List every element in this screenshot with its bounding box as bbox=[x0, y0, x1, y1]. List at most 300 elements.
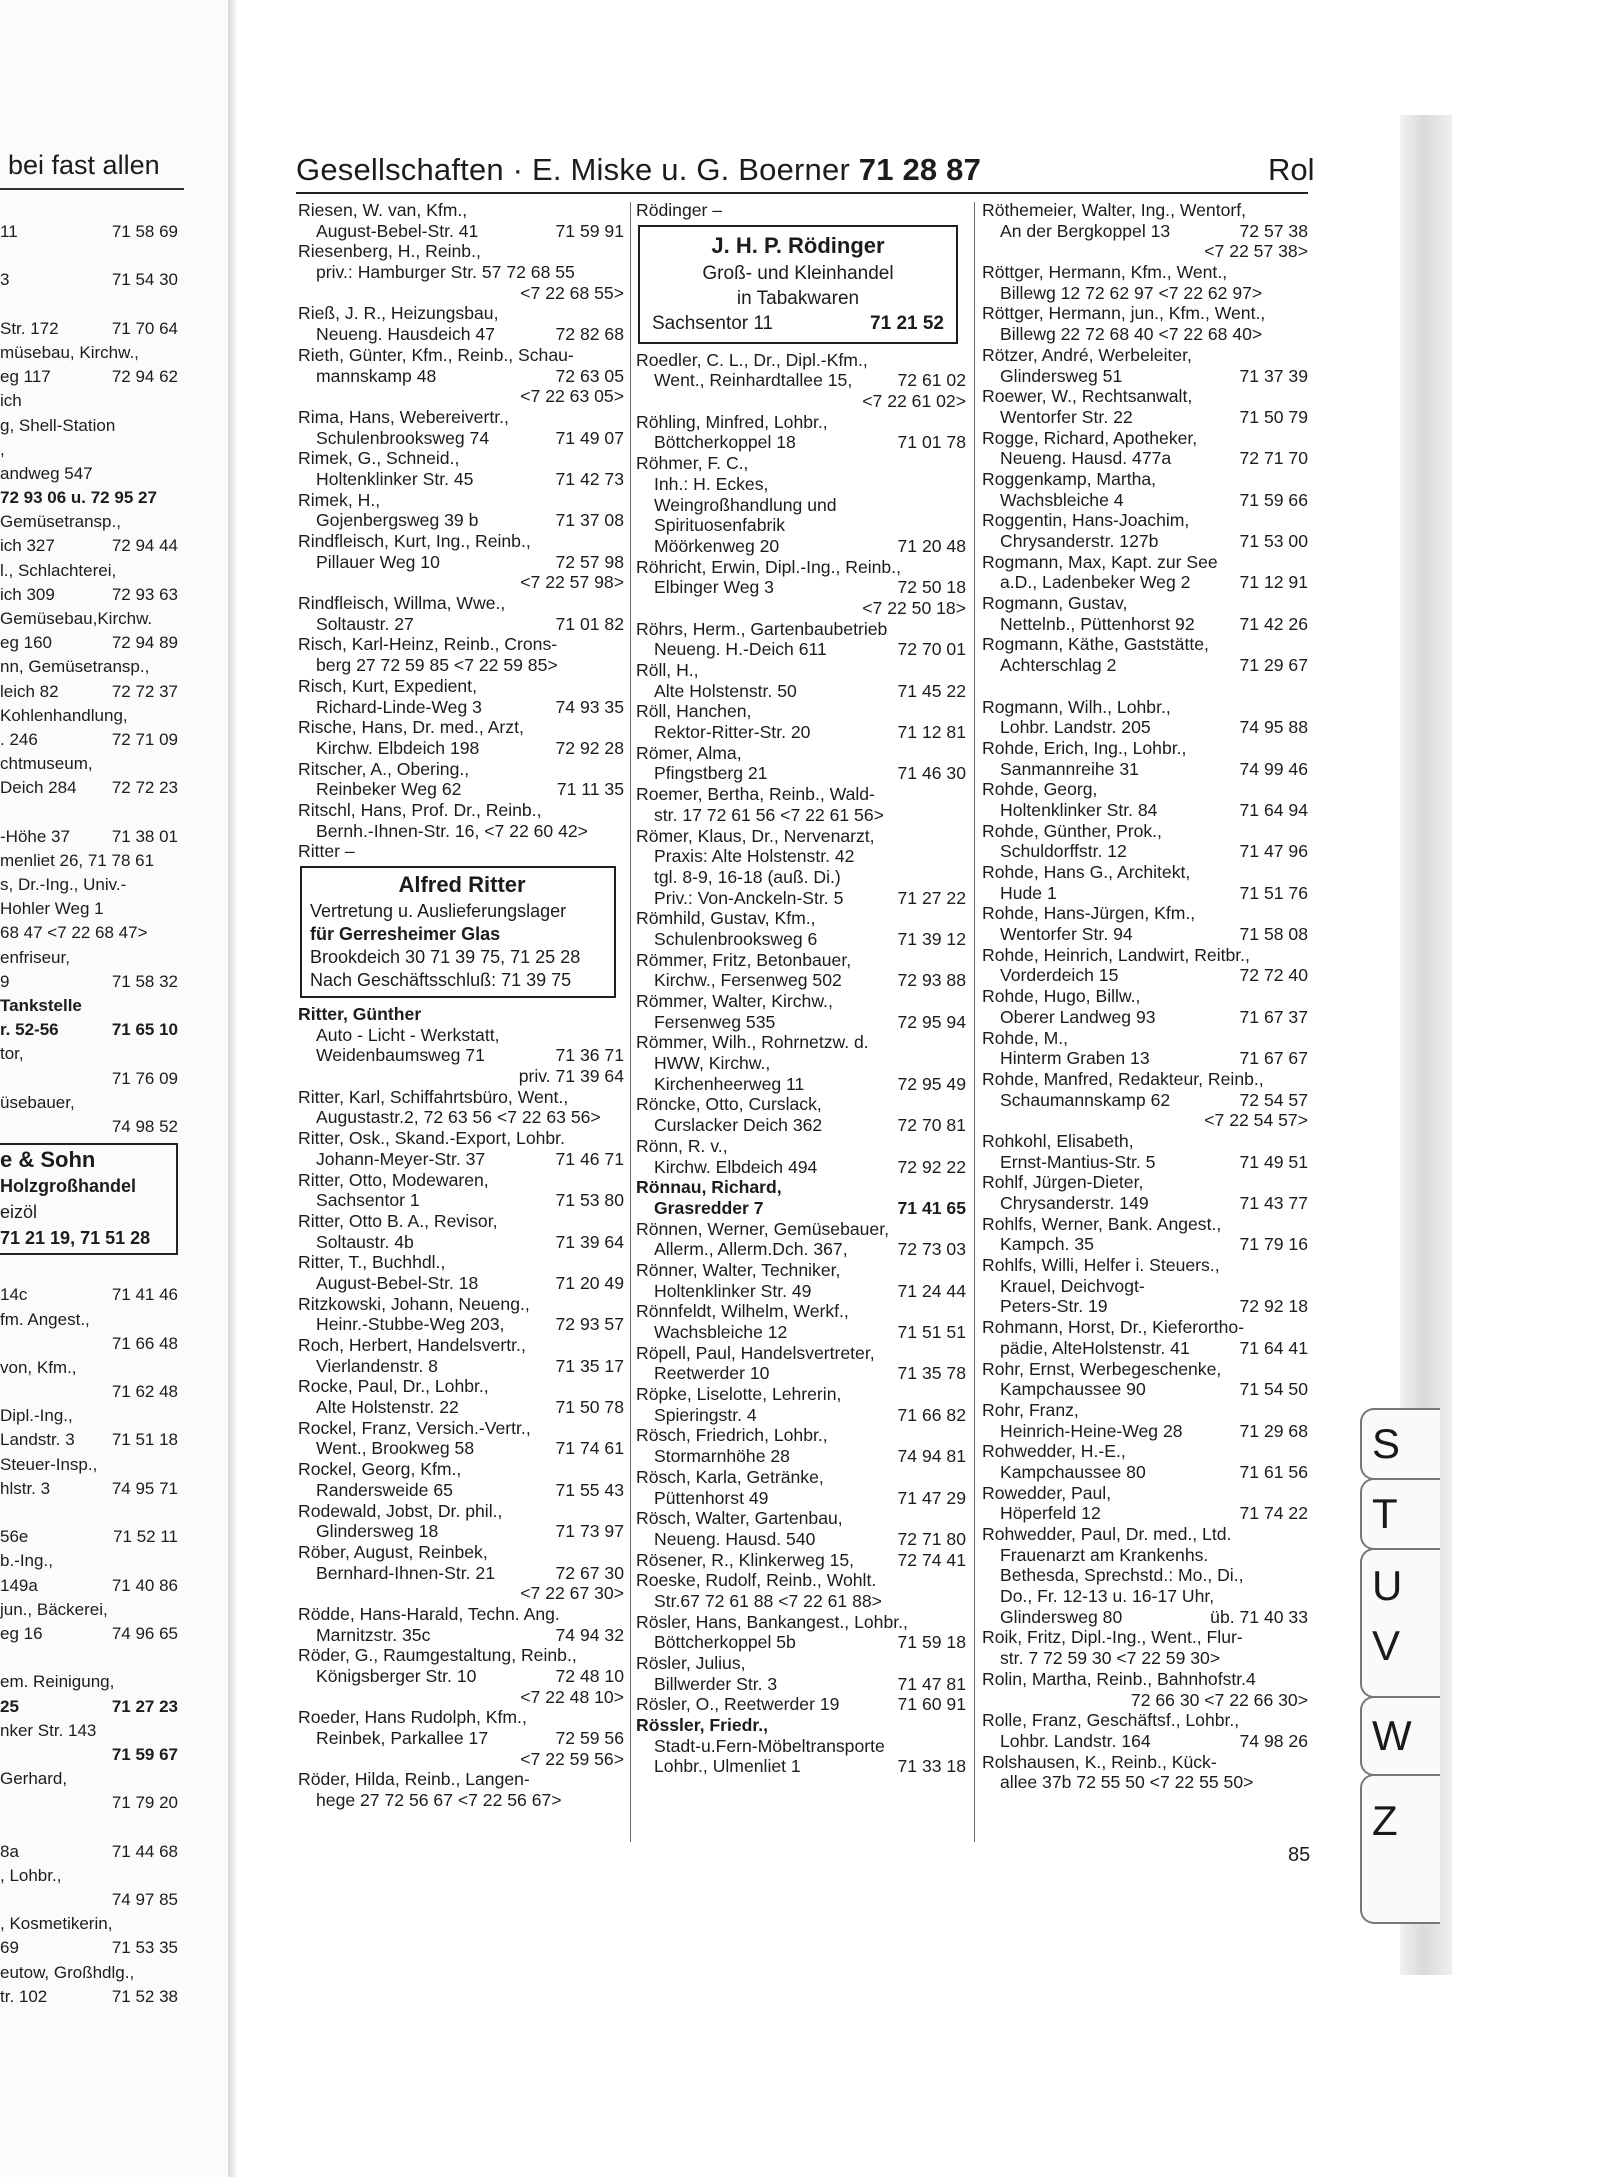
entry-phone: 71 73 97 bbox=[555, 1521, 624, 1542]
entry-text: Rockel, Franz, Versich.-Vertr., bbox=[298, 1417, 531, 1438]
entry-phone: 72 50 18 bbox=[897, 577, 966, 598]
left-entry-line bbox=[0, 776, 178, 800]
directory-entry-line bbox=[298, 1170, 624, 1191]
entry-phone: 71 51 18 bbox=[111, 1430, 178, 1450]
entry-text: Rodewald, Jobst, Dr. phil., bbox=[298, 1500, 503, 1521]
entry-text: Ernst-Mantius-Str. 5 bbox=[1000, 1151, 1156, 1172]
entry-phone: 71 66 48 bbox=[111, 1333, 178, 1353]
entry-text: Rohwedder, H.-E., bbox=[982, 1441, 1126, 1462]
left-entry-line bbox=[0, 1477, 178, 1501]
tab-letter: S bbox=[1372, 1420, 1401, 1467]
directory-entry-line bbox=[298, 1418, 624, 1439]
column-separator bbox=[974, 202, 975, 1842]
entry-text: Römmer, Walter, Kirchw., bbox=[636, 991, 833, 1011]
entry-text: Soltaustr. 4b bbox=[316, 1231, 414, 1252]
directory-entry-line bbox=[298, 200, 624, 221]
entry-phone: 71 74 22 bbox=[1239, 1503, 1308, 1524]
directory-entry-line bbox=[982, 386, 1308, 407]
entry-text: Böttcherkoppel 5b bbox=[654, 1632, 796, 1653]
ad-line: in Tabakwaren bbox=[736, 287, 860, 309]
directory-entry-line bbox=[982, 1586, 1308, 1607]
entry-phone: 72 82 68 bbox=[555, 324, 624, 345]
directory-entry-line bbox=[982, 883, 1308, 904]
entry-text: Rohkohl, Elisabeth, bbox=[982, 1130, 1134, 1151]
directory-entry-line bbox=[982, 1296, 1308, 1317]
entry-text: nn, Gemüsetransp., bbox=[0, 657, 150, 677]
directory-entry-line bbox=[982, 779, 1308, 800]
tab-letter: W bbox=[1372, 1712, 1412, 1759]
index-tab-t[interactable] bbox=[1360, 1478, 1440, 1550]
entry-text: str. 17 72 61 56 <7 22 61 56> bbox=[654, 804, 884, 825]
directory-entry-line bbox=[636, 784, 966, 805]
left-entry-line bbox=[0, 414, 178, 438]
directory-entry-line bbox=[982, 1421, 1308, 1442]
entry-text: Roeske, Rudolf, Reinb., Wohlt. bbox=[636, 1570, 877, 1591]
entry-phone: 71 47 29 bbox=[897, 1487, 966, 1508]
column-2-heading bbox=[636, 200, 966, 221]
entry-text: Rösch, Friedrich, Lohbr., bbox=[636, 1425, 828, 1446]
entry-text: üsebauer, bbox=[0, 1092, 75, 1112]
ad-name: Alfred Ritter bbox=[398, 872, 526, 897]
left-entry-line bbox=[0, 1332, 178, 1356]
entry-text: Lohbr. Landstr. 164 bbox=[1000, 1730, 1151, 1751]
entry-text: tgl. 8-9, 16-18 (auß. Di.) bbox=[654, 866, 841, 887]
left-entry-line bbox=[0, 994, 178, 1018]
entry-phone: 72 71 70 bbox=[1239, 448, 1308, 469]
directory-entry-line bbox=[982, 1524, 1308, 1545]
left-entry-line bbox=[0, 486, 178, 510]
directory-entry-line bbox=[982, 800, 1308, 821]
entry-phone: 72 70 81 bbox=[897, 1115, 966, 1136]
directory-entry-line bbox=[298, 1335, 624, 1356]
entry-text: Rolle, Franz, Geschäftsf., Lohbr., bbox=[982, 1710, 1240, 1731]
left-entry-line bbox=[0, 873, 178, 897]
directory-entry-line bbox=[298, 1190, 624, 1211]
entry-text: Holtenklinker Str. 49 bbox=[654, 1280, 812, 1301]
entry-text: Auto - Licht - Werkstatt, bbox=[316, 1024, 500, 1045]
entry-phone: 71 52 11 bbox=[113, 1527, 178, 1547]
directory-entry-line bbox=[982, 634, 1308, 655]
entry-phone: 74 95 88 bbox=[1239, 717, 1308, 738]
directory-entry-line bbox=[982, 697, 1308, 718]
listing-column-2 bbox=[636, 200, 966, 1777]
entry-phone: 72 94 89 bbox=[111, 633, 178, 653]
entry-phone: <7 22 68 55> bbox=[520, 282, 624, 303]
entry-text: Rösler, Hans, Bankangest., Lohbr., bbox=[636, 1611, 908, 1632]
directory-entry-line bbox=[298, 448, 624, 469]
entry-text: Ritscher, A., Obering., bbox=[298, 758, 470, 779]
directory-entry-line bbox=[298, 614, 624, 635]
entry-text: tr. 102 bbox=[0, 1986, 48, 2006]
directory-entry-line bbox=[298, 1728, 624, 1749]
entry-text: Inh.: H. Eckes, bbox=[654, 473, 769, 494]
entry-phone: 72 94 44 bbox=[111, 536, 178, 556]
tab-letter: Z bbox=[1372, 1797, 1398, 1844]
entry-text: Kirchw. Elbdeich 198 bbox=[316, 737, 480, 758]
entry-text: August-Bebel-Str. 18 bbox=[316, 1272, 479, 1293]
entry-text: Vierlandenstr. 8 bbox=[316, 1355, 438, 1376]
directory-entry-line bbox=[298, 1501, 624, 1522]
left-entry-line bbox=[0, 1115, 178, 1139]
entry-phone: 71 79 16 bbox=[1239, 1234, 1308, 1255]
entry-phone: 71 74 61 bbox=[555, 1438, 624, 1459]
entry-text: Rohde, M., bbox=[982, 1027, 1069, 1048]
entry-text: 68 47 <7 22 68 47> bbox=[0, 923, 148, 943]
directory-entry-line bbox=[982, 1317, 1308, 1338]
left-entry-line bbox=[0, 317, 178, 341]
entry-phone: <7 22 67 30> bbox=[520, 1583, 624, 1604]
entry-text: Rötzer, André, Werbeleiter, bbox=[982, 344, 1192, 365]
entry-text: Sanmannreihe 31 bbox=[1000, 758, 1139, 779]
entry-text: Ritter, Osk., Skand.-Export, Lohbr. bbox=[298, 1128, 565, 1149]
entry-text: Röder, G., Raumgestaltung, Reinb., bbox=[298, 1645, 577, 1666]
directory-entry-line bbox=[982, 1338, 1308, 1359]
left-entry-line bbox=[0, 1743, 178, 1767]
column-1-entries-continued bbox=[298, 1004, 624, 1811]
entry-phone: 74 97 85 bbox=[111, 1890, 178, 1909]
entry-phone: 71 29 67 bbox=[1239, 655, 1308, 676]
directory-entry-line bbox=[298, 1376, 624, 1397]
left-entry-line bbox=[0, 1501, 178, 1525]
entry-text: Rohde, Hugo, Billw., bbox=[982, 986, 1141, 1007]
entry-phone: 72 93 57 bbox=[555, 1314, 624, 1335]
entry-text: Holtenklinker Str. 45 bbox=[316, 468, 474, 489]
directory-entry-line bbox=[298, 1066, 624, 1087]
directory-entry-line bbox=[636, 846, 966, 867]
directory-entry-line bbox=[982, 1545, 1308, 1566]
directory-entry-line bbox=[298, 800, 624, 821]
entry-phone: 71 12 91 bbox=[1239, 572, 1308, 593]
ad-address: Sachsentor 11 bbox=[652, 312, 774, 334]
directory-entry-line bbox=[636, 1612, 966, 1633]
entry-text: str. 7 72 59 30 <7 22 59 30> bbox=[1000, 1648, 1221, 1669]
entry-text: Vorderdeich 15 bbox=[1000, 965, 1119, 986]
directory-entry-line bbox=[982, 945, 1308, 966]
directory-entry-line bbox=[636, 1694, 966, 1715]
left-ad-line: e & Sohn bbox=[0, 1147, 96, 1173]
entry-phone: <7 22 59 56> bbox=[520, 1748, 624, 1769]
entry-phone: 71 42 26 bbox=[1239, 613, 1308, 634]
entry-text: chtmuseum, bbox=[0, 754, 93, 774]
entry-phone: 72 57 98 bbox=[555, 551, 624, 572]
directory-entry-line bbox=[982, 1048, 1308, 1069]
directory-entry-line bbox=[982, 821, 1308, 842]
entry-phone: <7 22 57 38> bbox=[1204, 241, 1308, 262]
directory-entry-line bbox=[298, 697, 624, 718]
left-entry-line bbox=[0, 631, 178, 655]
entry-phone: 72 48 10 bbox=[555, 1666, 624, 1686]
page-header-title bbox=[296, 152, 981, 188]
index-tab-w[interactable] bbox=[1360, 1696, 1440, 1776]
directory-entry-line bbox=[298, 821, 624, 842]
left-entry-line bbox=[0, 1308, 178, 1332]
entry-phone: 74 94 32 bbox=[555, 1624, 624, 1645]
left-entry-line bbox=[0, 1598, 178, 1622]
entry-text: Heinr.-Stubbe-Weg 203, bbox=[316, 1314, 505, 1335]
entry-text: Rösler, Julius, bbox=[636, 1653, 746, 1673]
directory-entry-line bbox=[298, 1438, 624, 1459]
entry-text: 149a bbox=[0, 1575, 38, 1595]
directory-entry-line bbox=[982, 759, 1308, 780]
left-entry-line bbox=[0, 970, 178, 994]
ad-line: Groß- und Kleinhandel bbox=[702, 262, 894, 284]
entry-text: Rohlfs, Werner, Bank. Angest., bbox=[982, 1213, 1222, 1234]
entry-phone: 72 71 80 bbox=[897, 1528, 966, 1549]
left-entry-line bbox=[0, 510, 178, 534]
left-entry-line bbox=[0, 728, 178, 752]
left-entry-line bbox=[0, 534, 178, 558]
entry-text: Röthemeier, Walter, Ing., Wentorf, bbox=[982, 200, 1247, 220]
directory-entry-line bbox=[982, 1110, 1308, 1131]
entry-text: Höperfeld 12 bbox=[1000, 1503, 1101, 1524]
entry-text: ich 309 bbox=[0, 584, 55, 604]
entry-text: Röll, Hanchen, bbox=[636, 701, 752, 722]
entry-text: Krauel, Deichvogt- bbox=[1000, 1275, 1145, 1296]
entry-text: berg 27 72 59 85 <7 22 59 85> bbox=[316, 655, 558, 676]
entry-phone: 71 50 78 bbox=[555, 1397, 624, 1418]
entry-text: -Höhe 37 bbox=[0, 826, 70, 846]
directory-entry-line bbox=[982, 448, 1308, 469]
directory-entry-line bbox=[636, 1508, 966, 1529]
left-entry-line bbox=[0, 220, 178, 244]
directory-entry-line bbox=[298, 1232, 624, 1253]
directory-entry-line bbox=[636, 660, 966, 681]
index-tab-s[interactable] bbox=[1360, 1408, 1440, 1480]
entry-text: Rogmann, Max, Kapt. zur See bbox=[982, 551, 1218, 572]
entry-text: Rohde, Erich, Ing., Lohbr., bbox=[982, 737, 1187, 758]
entry-text: Fersenweg 535 bbox=[654, 1011, 776, 1032]
entry-text: Hinterm Graben 13 bbox=[1000, 1048, 1150, 1069]
left-entry-line bbox=[0, 1888, 178, 1912]
entry-text: Römhild, Gustav, Kfm., bbox=[636, 908, 816, 929]
entry-text: 69 bbox=[0, 1938, 19, 1958]
entry-text: allee 37b 72 55 50 <7 22 55 50> bbox=[1000, 1772, 1254, 1793]
directory-entry-line bbox=[636, 1405, 966, 1426]
directory-entry-line bbox=[636, 370, 966, 391]
entry-phone: 71 33 18 bbox=[897, 1756, 966, 1777]
entry-text: Rolin, Martha, Reinb., Bahnhofstr.4 bbox=[982, 1668, 1256, 1689]
directory-entry-line bbox=[982, 1441, 1308, 1462]
entry-text: Peters-Str. 19 bbox=[1000, 1296, 1108, 1317]
entry-text: Ritter – bbox=[298, 841, 355, 862]
directory-entry-line bbox=[982, 1131, 1308, 1152]
entry-text: Böttcherkoppel 18 bbox=[654, 432, 796, 453]
directory-entry-line bbox=[298, 655, 624, 676]
header-phone: 71 28 87 bbox=[858, 152, 982, 187]
entry-text: Grasredder 7 bbox=[654, 1197, 764, 1218]
entry-phone: 71 61 56 bbox=[1239, 1461, 1308, 1482]
entry-text: Went., Brookweg 58 bbox=[316, 1438, 475, 1459]
directory-entry-line bbox=[298, 1356, 624, 1377]
entry-text: Reinbeker Weg 62 bbox=[316, 779, 462, 800]
entry-phone: 71 20 48 bbox=[897, 535, 966, 556]
left-entry-line bbox=[0, 1670, 178, 1694]
entry-text: Billwerder Str. 3 bbox=[654, 1673, 778, 1694]
entry-text: Heinrich-Heine-Weg 28 bbox=[1000, 1420, 1183, 1441]
entry-text: Curslacker Deich 362 bbox=[654, 1115, 823, 1136]
entry-text: Schulenbrooksweg 74 bbox=[316, 427, 490, 448]
entry-text: Deich 284 bbox=[0, 778, 77, 798]
entry-text: 11 bbox=[0, 222, 18, 241]
directory-entry-line bbox=[636, 557, 966, 578]
directory-entry-line bbox=[636, 1425, 966, 1446]
directory-entry-line bbox=[636, 495, 966, 516]
directory-entry-line bbox=[982, 221, 1308, 242]
left-entry-line bbox=[0, 1283, 178, 1307]
entry-text: Marnitzstr. 35c bbox=[316, 1624, 431, 1645]
left-entry-line bbox=[0, 1453, 178, 1477]
entry-text: Königsberger Str. 10 bbox=[316, 1666, 477, 1686]
entry-text: eutow, Großhdlg., bbox=[0, 1962, 135, 1982]
directory-entry-line bbox=[982, 428, 1308, 449]
directory-entry-line bbox=[636, 929, 966, 950]
directory-entry-line bbox=[298, 324, 624, 345]
directory-entry-line bbox=[636, 1343, 966, 1364]
entry-text: 14c bbox=[0, 1285, 28, 1305]
directory-entry-line bbox=[982, 1772, 1308, 1793]
entry-phone: 71 58 69 bbox=[111, 222, 178, 241]
entry-phone: 71 44 68 bbox=[111, 1841, 178, 1861]
entry-phone: 71 65 10 bbox=[111, 1020, 178, 1040]
entry-text: Riesenberg, H., Reinb., bbox=[298, 241, 481, 262]
entry-text: Ritter, Günther bbox=[298, 1004, 422, 1024]
entry-phone: 71 51 76 bbox=[1239, 882, 1308, 903]
index-tab-z[interactable] bbox=[1360, 1774, 1440, 1924]
directory-entry-line bbox=[982, 1276, 1308, 1297]
directory-entry-line bbox=[636, 577, 966, 598]
directory-entry-line bbox=[636, 1488, 966, 1509]
directory-entry-line bbox=[982, 1710, 1308, 1731]
entry-phone: 72 63 05 bbox=[555, 365, 624, 386]
directory-entry-line bbox=[982, 903, 1308, 924]
entry-text: Do., Fr. 12-13 u. 16-17 Uhr, bbox=[1000, 1586, 1215, 1607]
directory-entry-line bbox=[982, 241, 1308, 262]
directory-entry-line bbox=[636, 743, 966, 764]
left-entry-line bbox=[0, 1622, 178, 1646]
entry-text: Rolshausen, K., Reinb., Kück- bbox=[982, 1751, 1217, 1772]
directory-entry-line bbox=[982, 676, 1308, 697]
left-entry-line bbox=[0, 897, 178, 921]
entry-phone: 71 50 79 bbox=[1239, 406, 1308, 427]
entry-text: Rönnen, Werner, Gemüsebauer, bbox=[636, 1218, 889, 1239]
directory-entry-line bbox=[982, 510, 1308, 531]
left-entry-line bbox=[0, 921, 178, 945]
directory-entry-line bbox=[982, 262, 1308, 283]
entry-text: Röhling, Minfred, Lohbr., bbox=[636, 411, 828, 432]
directory-entry-line bbox=[298, 676, 624, 697]
directory-entry-line bbox=[982, 593, 1308, 614]
directory-entry-line bbox=[298, 1045, 624, 1066]
listing-column-1 bbox=[298, 200, 624, 1811]
page-number: 85 bbox=[1288, 1844, 1311, 1866]
left-entry-line bbox=[0, 293, 178, 317]
directory-entry-line bbox=[636, 1384, 966, 1405]
directory-entry-line bbox=[982, 1503, 1308, 1524]
entry-text: Went., Reinhardtallee 15, bbox=[654, 370, 853, 391]
entry-text: Röhrs, Herm., Gartenbaubetrieb bbox=[636, 618, 888, 639]
directory-entry-line bbox=[298, 1563, 624, 1584]
entry-text: Roedler, C. L., Dr., Dipl.-Kfm., bbox=[636, 349, 868, 370]
left-entry-line bbox=[0, 462, 178, 486]
directory-entry-line bbox=[298, 572, 624, 593]
book-spine bbox=[228, 0, 238, 2177]
index-tab-uv[interactable] bbox=[1360, 1548, 1440, 1698]
entry-text: Röttger, Hermann, Kfm., Went., bbox=[982, 262, 1228, 283]
entry-text: Glindersweg 80 bbox=[1000, 1606, 1123, 1627]
entry-text: Roggenkamp, Martha, bbox=[982, 468, 1157, 489]
directory-entry-line bbox=[298, 1542, 624, 1563]
entry-phone: <7 22 57 98> bbox=[520, 572, 624, 593]
entry-text: Rieth, Günter, Kfm., Reinb., Schau- bbox=[298, 344, 574, 365]
directory-entry-line bbox=[982, 1359, 1308, 1380]
entry-text: em. Reinigung, bbox=[0, 1672, 115, 1692]
left-ad-line: Holzgroßhandel bbox=[0, 1176, 136, 1197]
directory-entry-line bbox=[982, 1462, 1308, 1483]
directory-entry-line bbox=[636, 1322, 966, 1343]
directory-entry-line bbox=[636, 1136, 966, 1157]
left-entry-line bbox=[0, 655, 178, 679]
directory-entry-line bbox=[636, 1446, 966, 1467]
entry-text: Nettelnb., Püttenhorst 92 bbox=[1000, 613, 1195, 634]
entry-phone: 74 94 81 bbox=[897, 1446, 966, 1467]
directory-entry-line bbox=[982, 1483, 1308, 1504]
directory-entry-line bbox=[982, 1669, 1308, 1690]
left-entry-line bbox=[0, 1864, 178, 1888]
entry-text: Augustastr.2, 72 63 56 <7 22 63 56> bbox=[316, 1107, 601, 1128]
entry-phone: 71 24 44 bbox=[897, 1280, 966, 1301]
entry-text: enfriseur, bbox=[0, 947, 70, 967]
entry-text: Rohlf, Jürgen-Dieter, bbox=[982, 1172, 1144, 1193]
directory-entry-line bbox=[636, 200, 966, 221]
left-entry-line bbox=[0, 1380, 178, 1404]
left-entry-line bbox=[0, 268, 178, 292]
entry-text: Wentorfer Str. 94 bbox=[1000, 924, 1133, 945]
entry-text: Rektor-Ritter-Str. 20 bbox=[654, 722, 811, 743]
directory-entry-line bbox=[982, 345, 1308, 366]
entry-text: Tankstelle bbox=[0, 996, 82, 1015]
column-separator bbox=[630, 202, 631, 1842]
entry-phone: 71 29 68 bbox=[1239, 1420, 1308, 1441]
directory-entry-line bbox=[298, 407, 624, 428]
directory-entry-line bbox=[982, 1648, 1308, 1669]
entry-phone: 71 42 73 bbox=[555, 468, 624, 489]
directory-entry-line bbox=[636, 412, 966, 433]
entry-phone: 71 41 65 bbox=[897, 1197, 966, 1218]
directory-entry-line bbox=[636, 970, 966, 991]
entry-text: Str. 172 bbox=[0, 318, 59, 338]
ad-address-row bbox=[640, 311, 956, 336]
entry-text: eg 117 bbox=[0, 367, 51, 387]
directory-entry-line bbox=[982, 738, 1308, 759]
directory-entry-line bbox=[982, 531, 1308, 552]
entry-phone: 74 93 35 bbox=[555, 696, 624, 717]
left-entry-line bbox=[0, 1767, 178, 1791]
entry-text: Röhmer, F. C., bbox=[636, 453, 749, 474]
entry-phone: 71 60 91 bbox=[897, 1694, 966, 1715]
entry-phone: 71 53 80 bbox=[555, 1190, 624, 1211]
ad-phone: 71 21 52 bbox=[870, 312, 944, 334]
directory-entry-line bbox=[982, 1731, 1308, 1752]
entry-phone: 72 54 57 bbox=[1239, 1089, 1308, 1110]
entry-phone: 71 37 08 bbox=[555, 510, 624, 531]
left-entry-line bbox=[0, 1936, 178, 1960]
entry-text: Stormarnhöhe 28 bbox=[654, 1446, 790, 1467]
directory-entry-line bbox=[982, 1069, 1308, 1090]
entry-text: Rockel, Georg, Kfm., bbox=[298, 1459, 462, 1480]
entry-text: Alte Holstenstr. 22 bbox=[316, 1397, 459, 1418]
directory-entry-line bbox=[298, 1314, 624, 1335]
entry-phone: 74 98 26 bbox=[1239, 1730, 1308, 1751]
